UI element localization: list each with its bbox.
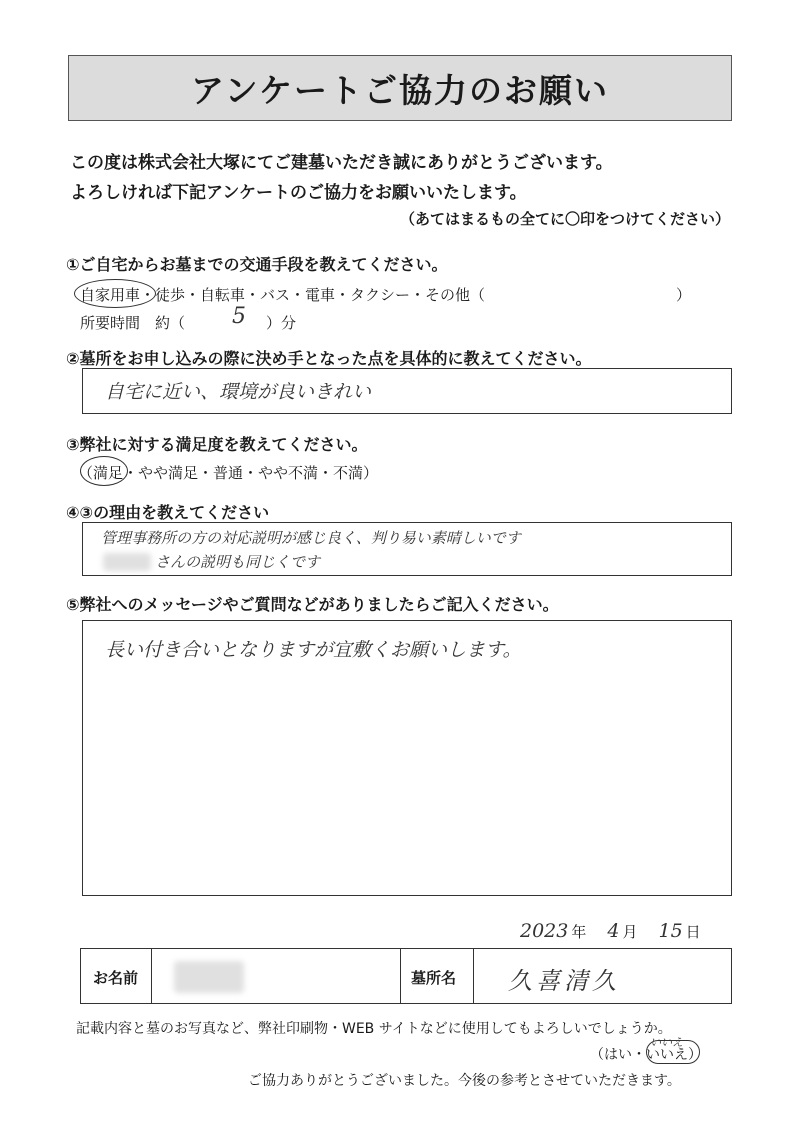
date-month-label: 月 bbox=[622, 923, 638, 941]
q1-selection-circle bbox=[74, 279, 156, 308]
consent-selection-circle bbox=[646, 1040, 700, 1064]
consent-handwritten-answer: いいえ bbox=[650, 1036, 683, 1049]
page-title: アンケートご協力のお願い bbox=[190, 70, 610, 110]
intro-note: （あてはまるもの全てに〇印をつけてください） bbox=[399, 210, 730, 228]
q4-answer-box bbox=[82, 522, 732, 576]
date-row bbox=[520, 920, 701, 942]
q1-time-value: 5 bbox=[232, 304, 246, 329]
grave-label: 墓所名 bbox=[411, 969, 457, 987]
consent-options: （はい・いいえ） bbox=[590, 1047, 702, 1063]
date-day-label: 日 bbox=[685, 923, 701, 941]
name-label-cell bbox=[80, 948, 152, 1004]
redacted-name bbox=[103, 553, 151, 571]
q5-answer-box bbox=[82, 620, 732, 896]
q4-answer-line-2: さんの説明も同じくです bbox=[155, 553, 321, 571]
name-label: お名前 bbox=[93, 969, 139, 987]
name-value-cell bbox=[151, 948, 401, 1004]
q3-selection-circle bbox=[80, 456, 128, 486]
question-3: ③弊社に対する満足度を教えてください。 bbox=[66, 435, 368, 454]
q2-answer-box bbox=[82, 368, 732, 414]
q1-time-unit: ）分 bbox=[266, 314, 297, 332]
date-month: 4 bbox=[607, 920, 620, 942]
thanks-message: ご協力ありがとうございました。今後の参考とさせていただきます。 bbox=[248, 1073, 681, 1089]
question-4: ④③の理由を教えてください bbox=[66, 503, 270, 522]
consent-question: 記載内容と墓のお写真など、弊社印刷物・WEB サイトなどに使用してもよろしいでしょうか。 bbox=[76, 1021, 672, 1037]
intro-line-2: よろしければ下記アンケートのご協力をお願いいたします。 bbox=[70, 183, 527, 203]
intro-line-1: この度は株式会社大塚にてご建墓いただき誠にありがとうございます。 bbox=[70, 153, 613, 173]
q2-answer: 自宅に近い、環境が良いきれい bbox=[105, 381, 372, 403]
grave-value: 久喜清久 bbox=[508, 967, 620, 995]
question-1: ①ご自宅からお墓までの交通手段を教えてください。 bbox=[66, 255, 448, 274]
q1-time-label: 所要時間 約（ bbox=[80, 314, 186, 332]
grave-label-cell bbox=[400, 948, 474, 1004]
q5-answer: 長い付き合いとなりますが宜敷くお願いします。 bbox=[105, 639, 522, 661]
q1-options: 自家用車・徒歩・自転車・バス・電車・タクシー・その他（ bbox=[80, 286, 486, 304]
date-year-label: 年 bbox=[571, 923, 587, 941]
q3-options: （満足・やや満足・普通・やや不満・不満） bbox=[78, 464, 379, 482]
grave-value-cell bbox=[473, 948, 732, 1004]
question-5: ⑤弊社へのメッセージやご質問などがありましたらご記入ください。 bbox=[66, 595, 559, 614]
q1-close-paren: ） bbox=[676, 286, 692, 304]
title-banner bbox=[68, 55, 732, 121]
date-year: 2023 bbox=[520, 920, 569, 942]
redacted-customer-name bbox=[174, 961, 244, 993]
q4-answer-line-1: 管理事務所の方の対応説明が感じ良く、判り易い素晴しいです bbox=[101, 529, 521, 547]
date-day: 15 bbox=[658, 920, 683, 942]
question-2: ②墓所をお申し込みの際に決め手となった点を具体的に教えてください。 bbox=[66, 349, 592, 368]
